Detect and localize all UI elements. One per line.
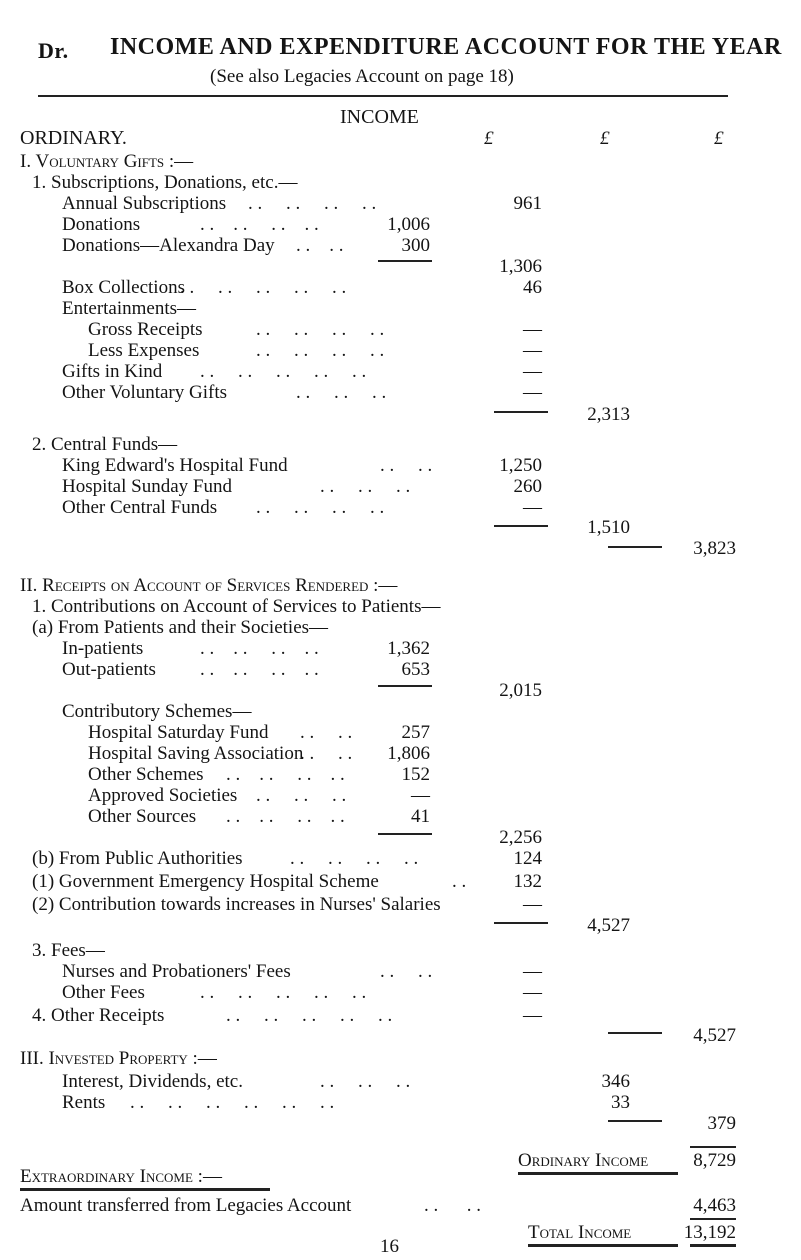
subtotal-rule <box>494 922 548 924</box>
leader-dots: . . . . . . . . <box>256 497 385 518</box>
total-rule <box>518 1172 678 1175</box>
amount: 2,015 <box>499 680 542 701</box>
row-label: 2. Central Funds— <box>32 434 178 455</box>
leader-dots: . . . . . . . . <box>200 659 319 680</box>
total-income-label: Total Income <box>528 1222 632 1243</box>
row-label: Hospital Sunday Fund <box>62 476 232 497</box>
row-label: Hospital Saving Association <box>88 743 304 764</box>
row-label: Gifts in Kind <box>62 361 163 382</box>
amount: 41 <box>411 806 430 827</box>
row-label: Other Central Funds <box>62 497 218 518</box>
leader-dots: . . . . <box>380 961 433 982</box>
subtotal-rule <box>608 1120 662 1122</box>
row-label: In-patients <box>62 638 144 659</box>
subtotal-rule <box>608 546 662 548</box>
total-rule <box>690 1146 736 1148</box>
leader-dots: . . . . . . . . . . <box>200 982 367 1003</box>
currency-symbol: £ <box>714 128 724 149</box>
row-label: Entertainments— <box>62 298 197 319</box>
row-label: Donations <box>62 214 141 235</box>
row-label: Annual Subscriptions <box>62 193 227 214</box>
amount: 2,256 <box>499 827 542 848</box>
row-label: Box Collections <box>62 277 185 298</box>
transfer-amount: 4,463 <box>693 1195 736 1216</box>
row-label: Donations—Alexandra Day <box>62 235 275 256</box>
leader-dots: . . . . . . . . <box>248 193 377 214</box>
subtotal-rule <box>378 685 432 687</box>
ordinary-income-amount: 8,729 <box>693 1150 736 1171</box>
dr-label: Dr. <box>38 38 69 63</box>
subtotal-rule <box>494 411 548 413</box>
amount: 1,362 <box>387 638 430 659</box>
leader-dots: . . . . <box>300 743 353 764</box>
amount: 3,823 <box>693 538 736 559</box>
row-label: 1. Contributions on Account of Services to Patients— <box>32 596 441 617</box>
leader-dots: . . . . . . . . <box>200 638 319 659</box>
total-income-amount: 13,192 <box>683 1222 736 1243</box>
income-heading: INCOME <box>340 106 419 128</box>
amount: 132 <box>513 871 542 892</box>
row-label: Less Expenses <box>88 340 200 361</box>
leader-dots: . . . . . . <box>320 1071 411 1092</box>
row-label: 3. Fees— <box>32 940 105 961</box>
amount: — <box>523 340 542 361</box>
amount: 300 <box>401 235 430 256</box>
leader-dots: . . . . . . . . . . <box>226 1005 393 1026</box>
leader-dots: . . . . . . . . <box>226 764 345 785</box>
leader-dots: . . . . <box>424 1195 481 1216</box>
leader-dots: . . . . . . . . <box>226 806 345 827</box>
row-label: 1. Subscriptions, Donations, etc.— <box>32 172 298 193</box>
amount: — <box>523 497 542 518</box>
section-heading: III. Invested Property :— <box>20 1048 217 1069</box>
leader-dots: . . . . . . . . . . <box>180 277 347 298</box>
amount: 152 <box>401 764 430 785</box>
row-label: Hospital Saturday Fund <box>88 722 269 743</box>
currency-symbol: £ <box>600 128 610 149</box>
section-heading: II. Receipts on Account of Services Rendered :— <box>20 575 398 596</box>
row-label: Out-patients <box>62 659 156 680</box>
total-rule <box>690 1244 736 1247</box>
page-subtitle: (See also Legacies Account on page 18) <box>210 66 514 87</box>
row-label: Amount transferred from Legacies Account <box>20 1195 352 1216</box>
leader-dots: . . . . <box>300 722 353 743</box>
amount: — <box>523 961 542 982</box>
row-label: Contributory Schemes— <box>62 701 252 722</box>
row-label: (b) From Public Authorities <box>32 848 243 869</box>
leader-dots: . . . . . . . . <box>290 848 419 869</box>
amount: — <box>523 894 542 915</box>
row-label: Nurses and Probationers' Fees <box>62 961 291 982</box>
amount: 46 <box>523 277 542 298</box>
amount: 346 <box>601 1071 630 1092</box>
leader-dots: . . <box>452 871 467 892</box>
row-label: (1) Government Emergency Hospital Scheme <box>32 871 379 892</box>
subtotal-rule <box>608 1032 662 1034</box>
leader-dots: . . . . . . . . . . . . <box>130 1092 335 1113</box>
row-label: Approved Societies <box>88 785 238 806</box>
row-label: Interest, Dividends, etc. <box>62 1071 243 1092</box>
amount: 1,006 <box>387 214 430 235</box>
amount: 961 <box>513 193 542 214</box>
header-rule <box>38 95 728 97</box>
row-label: King Edward's Hospital Fund <box>62 455 288 476</box>
leader-dots: . . . . . . <box>296 382 387 403</box>
leader-dots: . . . . . . . . . . <box>200 361 367 382</box>
leader-dots: . . . . . . . . <box>256 340 385 361</box>
amount: 257 <box>401 722 430 743</box>
subtotal-rule <box>378 833 432 835</box>
row-label: Other Schemes <box>88 764 204 785</box>
row-label: 4. Other Receipts <box>32 1005 165 1026</box>
amount: 4,527 <box>587 915 630 936</box>
amount: 1,250 <box>499 455 542 476</box>
amount: 124 <box>513 848 542 869</box>
row-label: Other Sources <box>88 806 197 827</box>
section-heading: Extraordinary Income :— <box>20 1166 222 1187</box>
amount: 33 <box>611 1092 630 1113</box>
row-label: (2) Contribution towards increases in Nurses' Salaries <box>32 894 441 915</box>
row-label: Gross Receipts <box>88 319 203 340</box>
leader-dots: . . . . . . . . <box>256 319 385 340</box>
leader-dots: . . . . <box>296 235 344 256</box>
amount: — <box>523 382 542 403</box>
amount: — <box>411 785 430 806</box>
ordinary-income-label: Ordinary Income <box>518 1150 649 1171</box>
leader-dots: . . . . . . . . <box>200 214 319 235</box>
row-label: (a) From Patients and their Societies— <box>32 617 329 638</box>
currency-symbol: £ <box>484 128 494 149</box>
amount: 1,306 <box>499 256 542 277</box>
amount: 260 <box>513 476 542 497</box>
heading-rule <box>20 1188 270 1191</box>
amount: 2,313 <box>587 404 630 425</box>
page-number: 16 <box>380 1236 399 1257</box>
row-label: Other Fees <box>62 982 145 1003</box>
amount: — <box>523 1005 542 1026</box>
amount: 1,806 <box>387 743 430 764</box>
amount: — <box>523 319 542 340</box>
subtotal-rule <box>378 260 432 262</box>
page-title: INCOME AND EXPENDITURE ACCOUNT FOR THE YEAR <box>110 34 782 60</box>
ordinary-heading: ORDINARY. <box>20 127 127 149</box>
leader-dots: . . . . . . <box>320 476 411 497</box>
leader-dots: . . . . <box>380 455 433 476</box>
amount: 653 <box>401 659 430 680</box>
row-label: Other Voluntary Gifts <box>62 382 228 403</box>
row-label: Rents <box>62 1092 106 1113</box>
leader-dots: . . . . . . <box>256 785 347 806</box>
section-heading: I. Voluntary Gifts :— <box>20 151 194 172</box>
amount: 1,510 <box>587 517 630 538</box>
amount: — <box>523 361 542 382</box>
total-rule <box>690 1218 736 1220</box>
subtotal-rule <box>494 525 548 527</box>
amount: — <box>523 982 542 1003</box>
total-rule <box>528 1244 678 1247</box>
amount: 379 <box>707 1113 736 1134</box>
amount: 4,527 <box>693 1025 736 1046</box>
